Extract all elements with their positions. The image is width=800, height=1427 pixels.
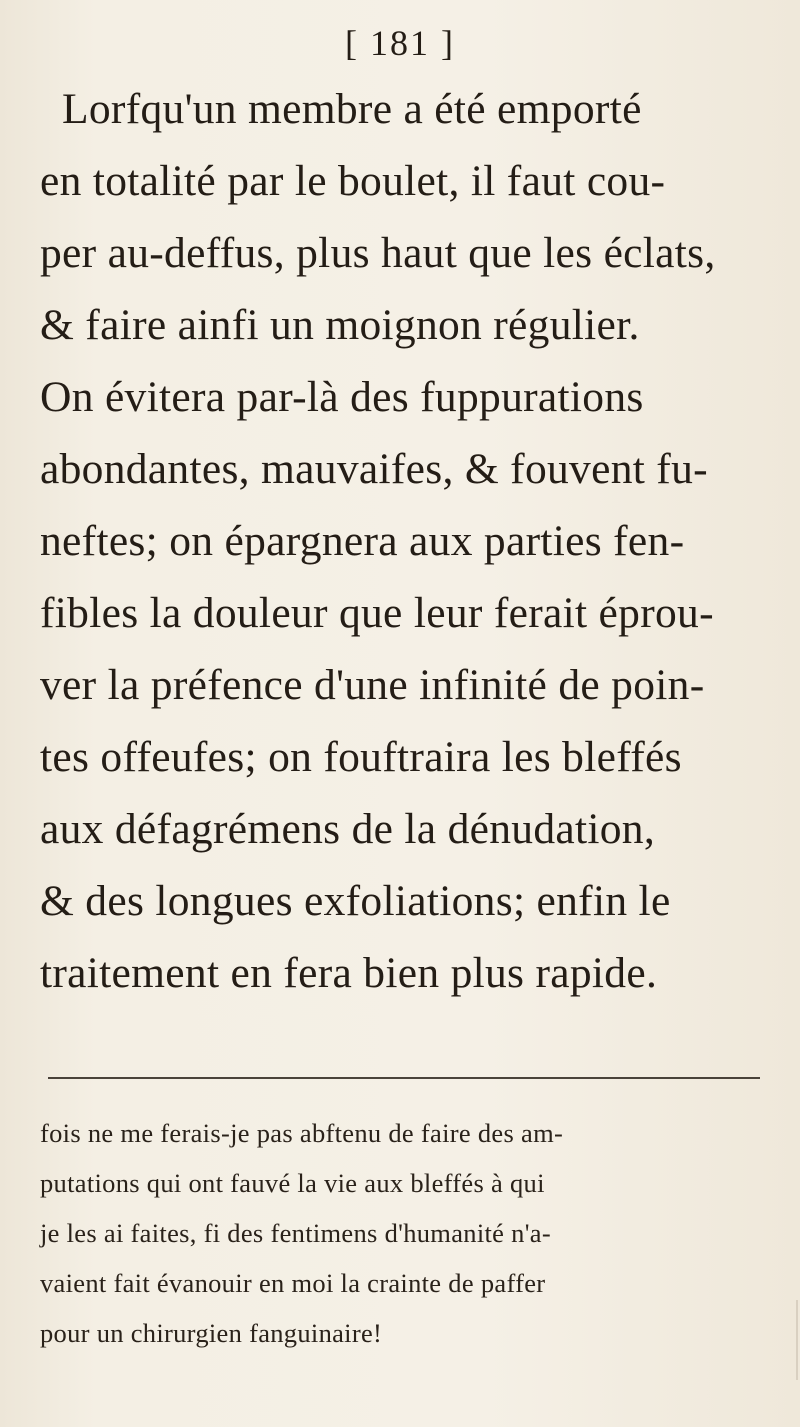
footnote-line: putations qui ont fauvé la vie aux bleffés à qui xyxy=(40,1168,545,1198)
page-edge-mark xyxy=(796,1300,798,1380)
footnote-line: vaient fait évanouir en moi la crainte de paffer xyxy=(40,1268,546,1298)
main-text-line: tes offeufes; on fouftraira les bleffés xyxy=(40,733,682,781)
footnote-divider xyxy=(48,1077,760,1079)
main-text-line: Lorfqu'un membre a été emporté xyxy=(62,85,642,133)
footnote-line: je les ai faites, fi des fentimens d'humanité n'a- xyxy=(40,1218,551,1248)
footnote-line: fois ne me ferais-je pas abftenu de faire des am- xyxy=(40,1118,564,1148)
main-text-line: neftes; on épargnera aux parties fen- xyxy=(40,517,685,565)
main-text-line: On évitera par-là des fuppurations xyxy=(40,373,644,421)
main-text-line: per au-deffus, plus haut que les éclats, xyxy=(40,229,716,277)
main-text-line: fibles la douleur que leur ferait éprou- xyxy=(40,589,714,637)
main-text-line: & faire ainfi un moignon régulier. xyxy=(40,301,640,349)
main-text-line: & des longues exfoliations; enfin le xyxy=(40,877,671,925)
main-text-line: abondantes, mauvaifes, & fouvent fu- xyxy=(40,445,708,493)
main-text-line: traitement en fera bien plus rapide. xyxy=(40,949,658,997)
main-text-line: en totalité par le boulet, il faut cou- xyxy=(40,157,666,205)
page-number: [ 181 ] xyxy=(345,23,455,63)
main-text-line: aux défagrémens de la dénudation, xyxy=(40,805,656,853)
main-text-line: ver la préfence d'une infinité de poin- xyxy=(40,661,705,709)
footnote-line: pour un chirurgien fanguinaire! xyxy=(40,1318,383,1348)
